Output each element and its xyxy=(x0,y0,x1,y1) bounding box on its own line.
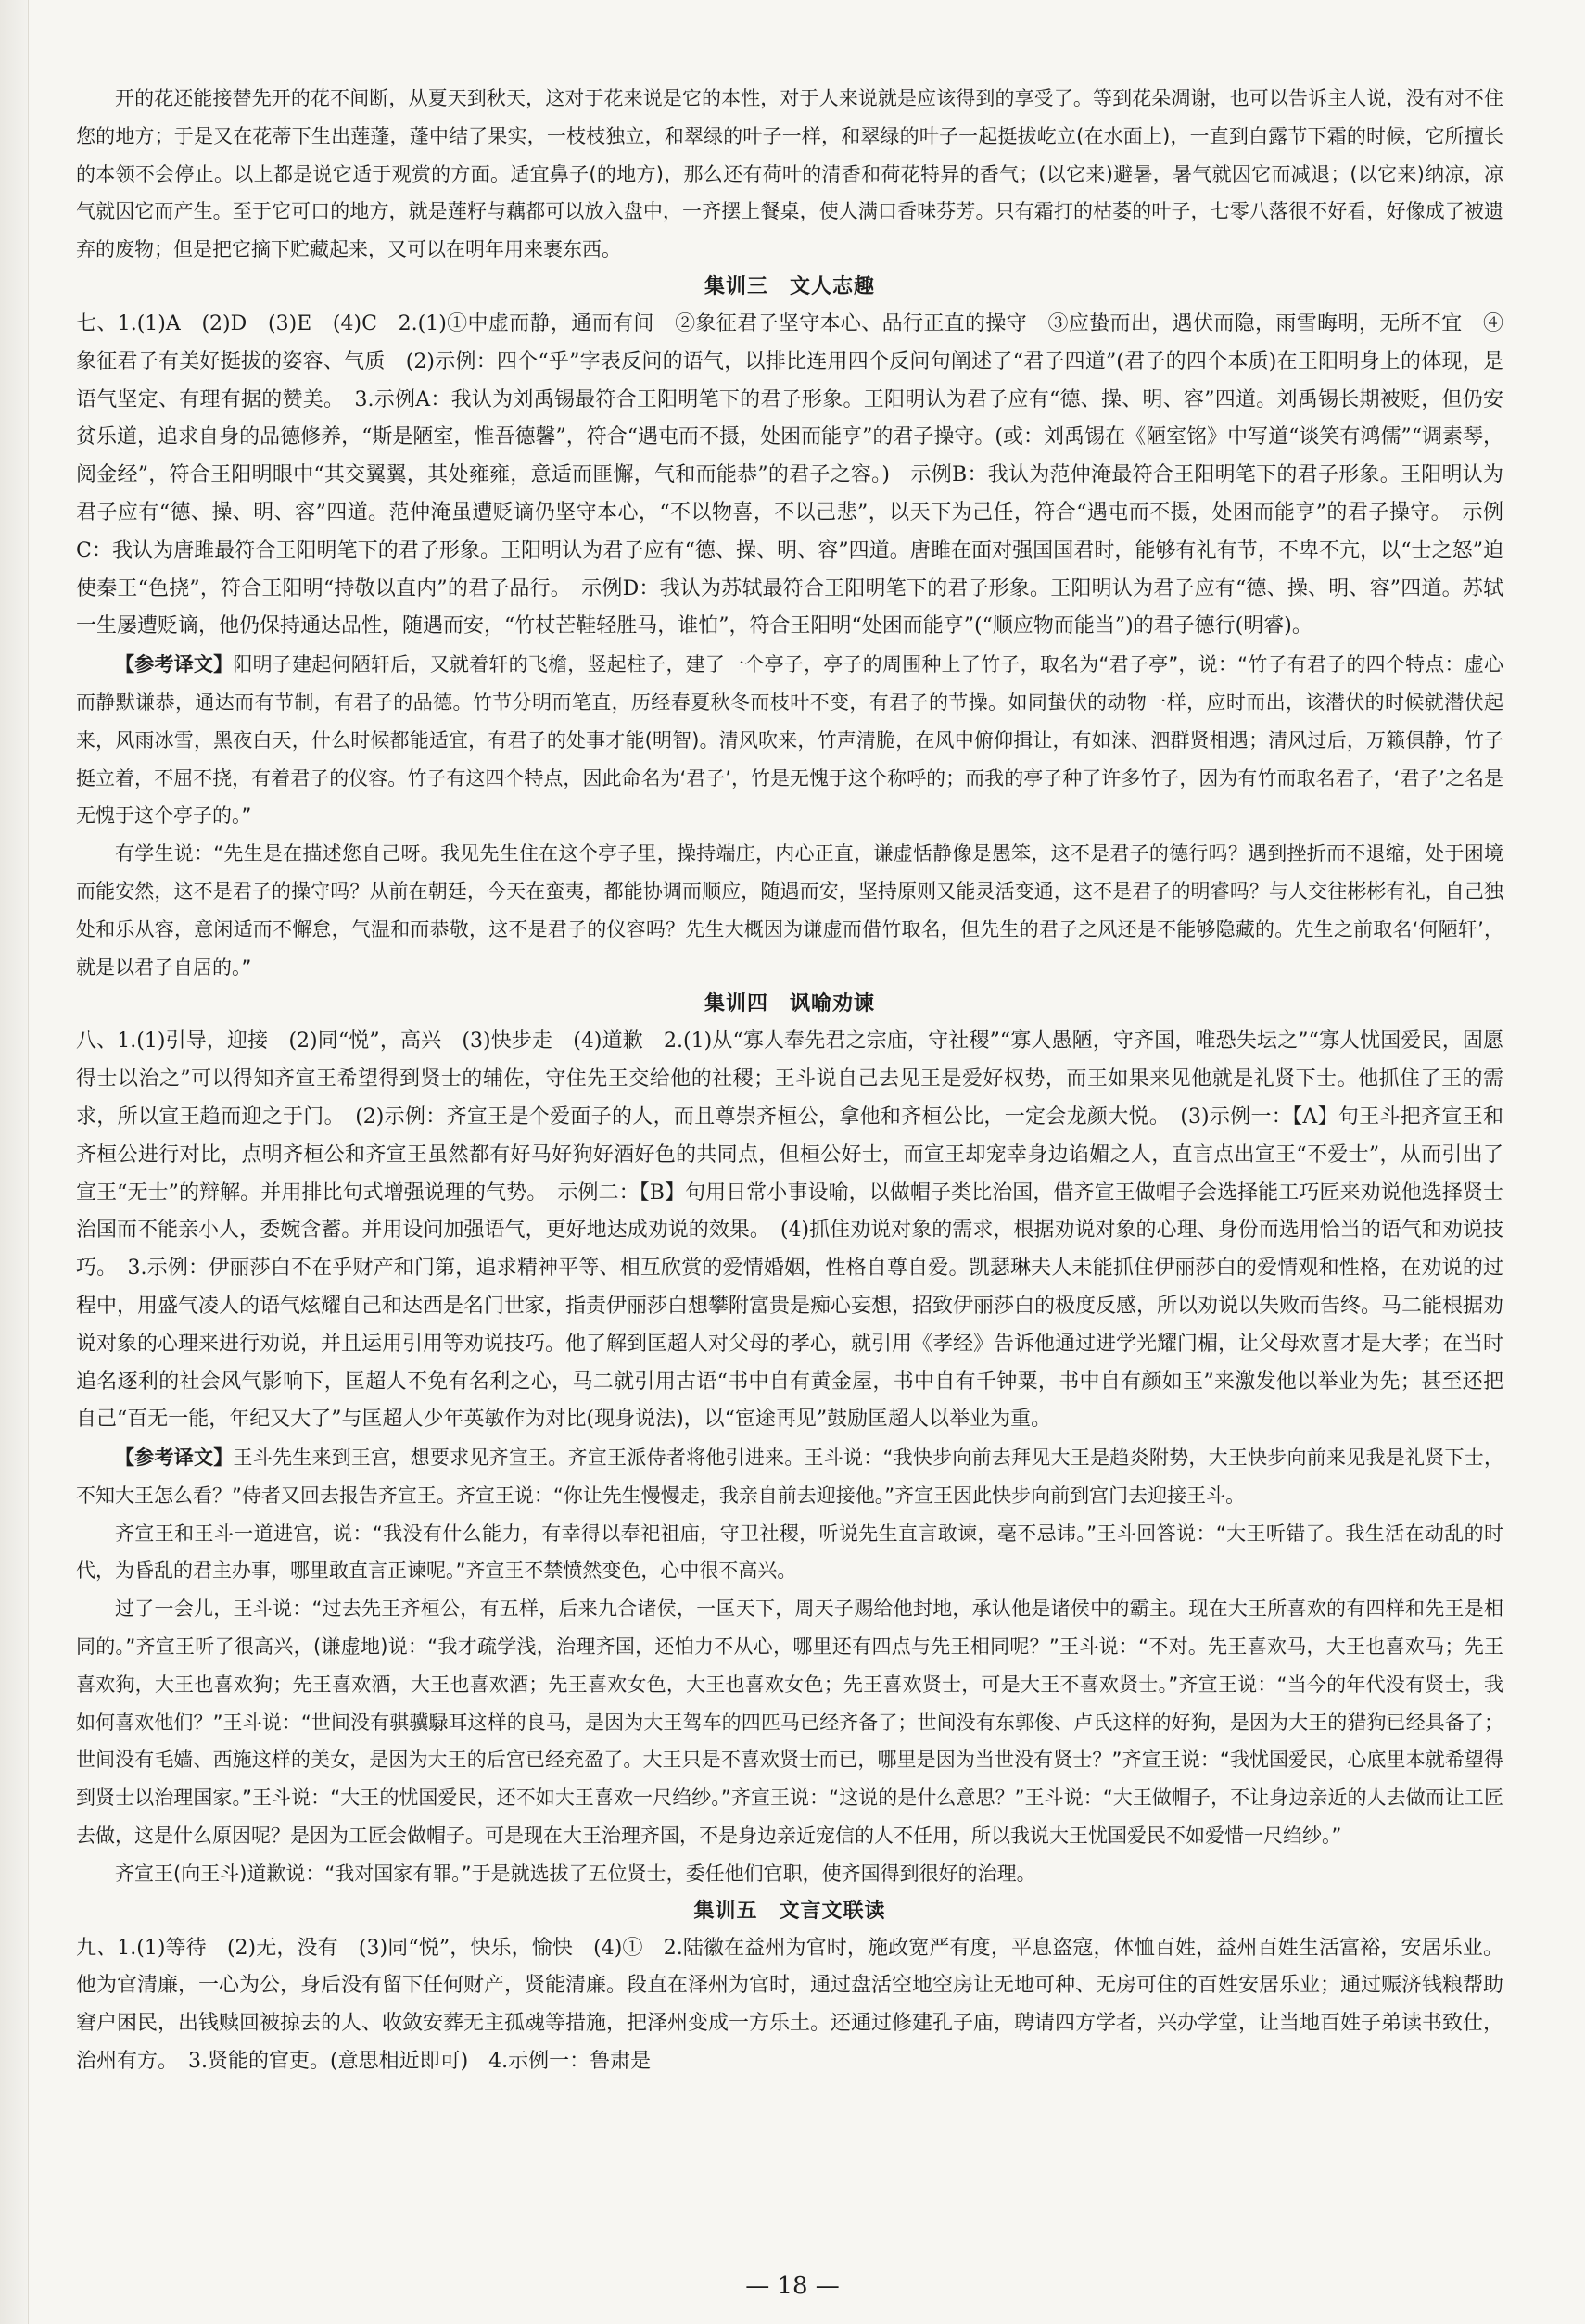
answer-block-9: 九、1.(1)等待 (2)无，没有 (3)同“悦”，快乐，愉快 (4)① 2.陆徽在益州为官时，施政宽严有度，平息盗寇，体恤百姓，益州百姓生活富裕，安居乐业。他为官清廉，一心为公，身后没有留下任何财产，贤能清廉。段直在泽州为官时，通过盘活空地空房让无地可种、无房可住的百姓安居乐业；通过赈济钱粮帮助窘户困民，出钱赎回被掠去的人、收敛安葬无主孤魂等措施，把泽州变成一方乐土。还通过修建孔子庙，聘请四方学者，兴办学堂，让当地百姓子弟读书致仕，治州有方。 3.贤能的官吏。(意思相近即可) 4.示例一：鲁肃是 xyxy=(76,1936,1504,2074)
reference-translation-4-p2: 齐宣王和王斗一道进宫，说：“我没有什么能力，有幸得以奉祀祖庙，守卫社稷，听说先生直言敢谏，毫不忌讳。”王斗回答说：“大王听错了。我生活在动乱的时代，为昏乱的君主办事，哪里敢直言正谏呢。”齐宣王不禁愤然变色，心中很不高兴。 xyxy=(76,1522,1503,1583)
answer-page xyxy=(76,80,1503,2081)
answer-block-8: 八、1.(1)引导，迎接 (2)同“悦”，高兴 (3)快步走 (4)道歉 2.(1)从“寡人奉先君之宗庙，守社稷”“寡人愚陋，守齐国，唯恐失坛之”“寡人忧国爱民，固愿得士以治之”可以得知齐宣王希望得到贤士的辅佐，守住先王交给他的社稷；王斗说自己去见王是爱好权势，而王如果来见他就是礼贤下士。他抓住了王的需求，所以宣王趋而迎之于门。 (2)示例：齐宣王是个爱面子的人，而且尊崇齐桓公，拿他和齐桓公比，一定会龙颜大悦。 (3)示例一：【A】句王斗把齐宣王和齐桓公进行对比，点明齐桓公和齐宣王虽然都有好马好狗好酒好色的共同点，但桓公好士，而宣王却宠幸身边谄媚之人，直言点出宣王“不爱士”，从而引出了宣王“无士”的辩解。并用排比句式增强说理的气势。 示例二：【B】句用日常小事设喻，以做帽子类比治国，借齐宣王做帽子会选择能工巧匠来劝说他选择贤士治国而不能亲小人，委婉含蓄。并用设问加强语气，更好地达成劝说的效果。 (4)抓住劝说对象的需求，根据劝说对象的心理、身份而选用恰当的语气和劝说技巧。 3.示例：伊丽莎白不在乎财产和门第，追求精神平等、相互欣赏的爱情婚姻，性格自尊自爱。凯瑟琳夫人未能抓住伊丽莎白的爱情观和性格，在劝说的过程中，用盛气凌人的语气炫耀自己和达西是名门世家，指责伊丽莎白想攀附富贵是痴心妄想，招致伊丽莎白的极度反感，所以劝说以失败而告终。马二能根据劝说对象的心理来进行劝说，并且运用引用等劝说技巧。他了解到匡超人对父母的孝心，就引用《孝经》告诉他通过进学光耀门楣，让父母欢喜才是大孝；在当时追名逐利的社会风气影响下，匡超人不免有名利之心，马二就引用古语“书中自有黄金屋，书中自有千钟粟，书中自有颜如玉”来激发他以举业为先；甚至还把自己“百无一能，年纪又大了”与匡超人少年英敏作为对比(现身说法)，以“宦途再见”鼓励匡超人以举业为重。 xyxy=(76,1029,1504,1432)
section-title-4: 集训四 讽喻劝谏 xyxy=(704,992,875,1017)
page-number: — 18 — xyxy=(745,2272,840,2300)
translation-continuation: 开的花还能接替先开的花不间断，从夏天到秋天，这对于花来说是它的本性，对于人来说就是应该得到的享受了。等到花朵凋谢，也可以告诉主人说，没有对不住您的地方；于是又在花蒂下生出莲蓬，蓬中结了果实，一枝枝独立，和翠绿的叶子一样，和翠绿的叶子一起挺拔屹立(在水面上)，一直到白露节下霜的时候，它所擅长的本领不会停止。以上都是说它适于观赏的方面。适宜鼻子(的地方)，那么还有荷叶的清香和荷花特异的香气；(以它来)避暑，暑气就因它而减退；(以它来)纳凉，凉气就因它而产生。至于它可口的地方，就是莲籽与藕都可以放入盘中，一齐摆上餐桌，使人满口香味芬芳。只有霜打的枯萎的叶子，七零八落很不好看，好像成了被遗弃的废物；但是把它摘下贮藏起来，又可以在明年用来裹东西。 xyxy=(76,87,1503,261)
section-title-5: 集训五 文言文联读 xyxy=(693,1899,886,1923)
reference-label: 【参考译文】 xyxy=(115,1446,234,1470)
reference-translation-4-p1 xyxy=(76,1439,1503,1515)
section-title-3: 集训三 文人志趣 xyxy=(704,274,875,298)
answer-block-7: 七、1.(1)A (2)D (3)E (4)C 2.(1)①中虚而静，通而有间 ②象征君子坚守本心、品行正直的操守 ③应蛰而出，遇伏而隐，雨雪晦明，无所不宜 ④象征君子有美好挺拔的姿容、气质 (2)示例：四个“乎”字表反问的语气，以排比连用四个反问句阐述了“君子四道”(君子的四个本质)在王阳明身上的体现，是语气坚定、有理有据的赞美。 3.示例A：我认为刘禹锡最符合王阳明笔下的君子形象。王阳明认为君子应有“德、操、明、容”四道。刘禹锡长期被贬，但仍安贫乐道，追求自身的品德修养，“斯是陋室，惟吾德馨”，符合“遇屯而不摄，处困而能亨”的君子操守。(或：刘禹锡在《陋室铭》中写道“谈笑有鸿儒”“调素琴，阅金经”，符合王阳明眼中“其交翼翼，其处雍雍，意适而匪懈，气和而能恭”的君子之容。) 示例B：我认为范仲淹最符合王阳明笔下的君子形象。王阳明认为君子应有“德、操、明、容”四道。范仲淹虽遭贬谪仍坚守本心，“不以物喜，不以己悲”，以天下为己任，符合“遇屯而不摄，处困而能亨”的君子操守。 示例C：我认为唐雎最符合王阳明笔下的君子形象。王阳明认为君子应有“德、操、明、容”四道。唐雎在面对强国国君时，能够有礼有节，不卑不亢，以“士之怒”迫使秦王“色挠”，符合王阳明“持敬以直内”的君子品行。 示例D：我认为苏轼最符合王阳明笔下的君子形象。王阳明认为君子应有“德、操、明、容”四道。苏轼一生屡遭贬谪，他仍保持通达品性，随遇而安，“竹杖芒鞋轻胜马，谁怕”，符合王阳明“处困而能亨”(“顺应物而能当”)的君子德行(明睿)。 xyxy=(76,311,1503,638)
reference-text: 阳明子建起何陋轩后，又就着轩的飞檐，竖起柱子，建了一个亭子，亭子的周围种上了竹子，取名为“君子亭”，说：“竹子有君子的四个特点：虚心而静默谦恭，通达而有节制，有君子的品德。竹节分明而笔直，历经春夏秋冬而枝叶不变，有君子的节操。如同蛰伏的动物一样，应时而出，该潜伏的时候就潜伏起来，风雨冰雪，黑夜白天，什么时候都能适宜，有君子的处事才能(明智)。清风吹来，竹声清脆，在风中俯仰揖让，有如涞、泗群贤相遇；清风过后，万籁俱静，竹子挺立着，不屈不挠，有着君子的仪容。竹子有这四个特点，因此命名为‘君子’，竹是无愧于这个称呼的；而我的亭子种了许多竹子，因为有竹而取名君子，‘君子’之名是无愧于这个亭子的。” xyxy=(76,653,1503,827)
reference-label: 【参考译文】 xyxy=(115,653,234,676)
binding-gutter xyxy=(0,0,29,2324)
reference-translation-3-p2: 有学生说：“先生是在描述您自己呀。我见先生住在这个亭子里，操持端庄，内心正直，谦虚恬静像是愚笨，这不是君子的德行吗？遇到挫折而不退缩，处于困境而能安然，这不是君子的操守吗？从前在朝廷，今天在蛮夷，都能协调而顺应，随遇而安，坚持原则又能灵活变通，这不是君子的明睿吗？与人交往彬彬有礼，自己独处和乐从容，意闲适而不懈怠，气温和而恭敬，这不是君子的仪容吗？先生大概因为谦虚而借竹取名，但先生的君子之风还是不能够隐藏的。先生之前取名‘何陋轩’，就是以君子自居的。” xyxy=(76,842,1503,979)
reference-translation-3-p1 xyxy=(76,646,1503,835)
reference-translation-4-p4: 齐宣王(向王斗)道歉说：“我对国家有罪。”于是就选拔了五位贤士，委任他们官职，使齐国得到很好的治理。 xyxy=(115,1862,1036,1885)
reference-translation-4-p3: 过了一会儿，王斗说：“过去先王齐桓公，有五样，后来九合诸侯，一匡天下，周天子赐给他封地，承认他是诸侯中的霸主。现在大王所喜欢的有四样和先王是相同的。”齐宣王听了很高兴，(谦虚地)说：“我才疏学浅，治理齐国，还怕力不从心，哪里还有四点与先王相同呢？”王斗说：“不对。先王喜欢马，大王也喜欢马；先王喜欢狗，大王也喜欢狗；先王喜欢酒，大王也喜欢酒；先王喜欢女色，大王也喜欢女色；先王喜欢贤士，可是大王不喜欢贤士。”齐宣王说：“当今的年代没有贤士，我如何喜欢他们？”王斗说：“世间没有骐骥騄耳这样的良马，是因为大王驾车的四匹马已经齐备了；世间没有东郭俊、卢氏这样的好狗，是因为大王的猎狗已经具备了；世间没有毛嫱、西施这样的美女，是因为大王的后宫已经充盈了。大王只是不喜欢贤士而已，哪里是因为当世没有贤士？”齐宣王说：“我忧国爱民，心底里本就希望得到贤士以治理国家。”王斗说：“大王的忧国爱民，还不如大王喜欢一尺绉纱。”齐宣王说：“这说的是什么意思？”王斗说：“大王做帽子，不让身边亲近的人去做而让工匠去做，这是什么原因呢？是因为工匠会做帽子。可是现在大王治理齐国，不是身边亲近宠信的人不任用，所以我说大王忧国爱民不如爱惜一尺绉纱。” xyxy=(76,1598,1503,1848)
reference-text: 王斗先生来到王宫，想要求见齐宣王。齐宣王派侍者将他引进来。王斗说：“我快步向前去拜见大王是趋炎附势，大王快步向前来见我是礼贤下士，不知大王怎么看？”侍者又回去报告齐宣王。齐宣王说：“你让先生慢慢走，我亲自前去迎接他。”齐宣王因此快步向前到宫门去迎接王斗。 xyxy=(76,1446,1503,1507)
